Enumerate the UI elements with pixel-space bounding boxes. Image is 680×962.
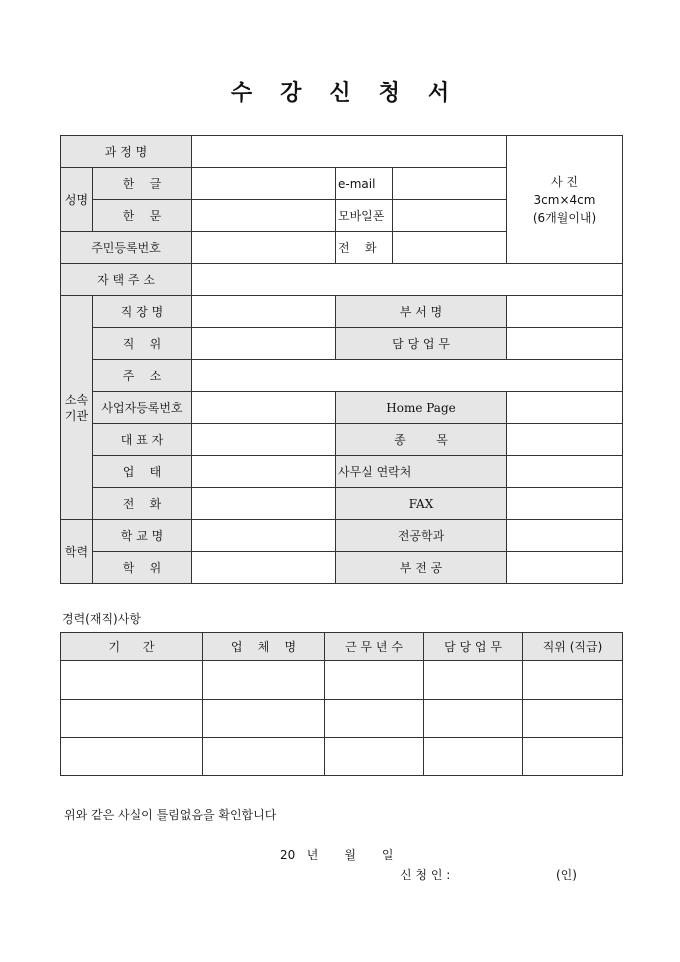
- item-field[interactable]: [507, 424, 623, 456]
- business-type-field[interactable]: [192, 456, 336, 488]
- career-cell[interactable]: [325, 661, 424, 700]
- name-korean-label: 한 글: [93, 168, 192, 200]
- course-name-label: 과 정 명: [61, 136, 192, 168]
- fax-label: FAX: [336, 488, 507, 520]
- affiliation-group-label: 소속 기관: [61, 296, 93, 520]
- career-cell[interactable]: [523, 700, 623, 738]
- duty-field[interactable]: [507, 328, 623, 360]
- department-label: 부 서 명: [336, 296, 507, 328]
- workplace-label: 직 장 명: [93, 296, 192, 328]
- resident-no-label: 주민등록번호: [61, 232, 192, 264]
- career-header-years: 근 무 년 수: [325, 633, 424, 661]
- application-table: [60, 135, 623, 584]
- seal-label: (인): [556, 868, 577, 882]
- career-cell[interactable]: [523, 661, 623, 700]
- education-group-label: 학력: [61, 520, 93, 584]
- career-cell[interactable]: [325, 700, 424, 738]
- email-label: e-mail: [336, 168, 393, 200]
- career-header-duty: 담 당 업 무: [424, 633, 523, 661]
- position-field[interactable]: [192, 328, 336, 360]
- career-cell[interactable]: [424, 700, 523, 738]
- photo-period: (6개월이내): [532, 210, 597, 225]
- career-header-rank: 직위 (직급): [523, 633, 623, 661]
- table-row: [61, 738, 623, 776]
- name-hanja-label: 한 문: [93, 200, 192, 232]
- table-row: [61, 661, 623, 700]
- minor-label: 부 전 공: [336, 552, 507, 584]
- business-reg-no-field[interactable]: [192, 392, 336, 424]
- fax-field[interactable]: [507, 488, 623, 520]
- homepage-field[interactable]: [507, 392, 623, 424]
- career-header-period: 기 간: [61, 633, 203, 661]
- date-day: 일: [381, 848, 394, 862]
- school-field[interactable]: [192, 520, 336, 552]
- phone-field[interactable]: [393, 232, 507, 264]
- career-cell[interactable]: [61, 661, 203, 700]
- major-field[interactable]: [507, 520, 623, 552]
- name-group-label: 성명: [61, 168, 93, 232]
- career-cell[interactable]: [523, 738, 623, 776]
- title-char: 수: [230, 80, 253, 106]
- photo-size: 3cm×4cm: [533, 192, 596, 207]
- course-name-field[interactable]: [192, 136, 507, 168]
- table-row: [61, 700, 623, 738]
- business-reg-no-label: 사업자등록번호: [93, 392, 192, 424]
- career-cell[interactable]: [203, 661, 325, 700]
- degree-field[interactable]: [192, 552, 336, 584]
- career-cell[interactable]: [61, 738, 203, 776]
- career-cell[interactable]: [61, 700, 203, 738]
- career-section-label: 경력(재직)사항: [62, 612, 141, 626]
- address-label: 주 소: [93, 360, 192, 392]
- minor-field[interactable]: [507, 552, 623, 584]
- homepage-label: Home Page: [336, 392, 507, 424]
- date-month: 월: [344, 848, 356, 862]
- confirmation-text: 위와 같은 사실이 틀림없음을 확인합니다: [64, 808, 277, 822]
- phone-label: 전 화: [336, 232, 393, 264]
- name-hanja-field[interactable]: [192, 200, 336, 232]
- office-phone-field[interactable]: [192, 488, 336, 520]
- business-type-label: 업 태: [93, 456, 192, 488]
- workplace-field[interactable]: [192, 296, 336, 328]
- career-cell[interactable]: [424, 661, 523, 700]
- ceo-label: 대 표 자: [93, 424, 192, 456]
- home-address-label: 자 택 주 소: [61, 264, 192, 296]
- photo-label: 사 진: [551, 174, 578, 189]
- title-char: 강: [280, 80, 302, 106]
- photo-box: [507, 136, 623, 264]
- mobile-label: 모바일폰: [336, 200, 393, 232]
- degree-label: 학 위: [93, 552, 192, 584]
- department-field[interactable]: [507, 296, 623, 328]
- date-line: [280, 846, 420, 863]
- form-title: [0, 76, 680, 107]
- item-label: 종 목: [336, 424, 507, 456]
- career-cell[interactable]: [424, 738, 523, 776]
- home-address-field[interactable]: [192, 264, 623, 296]
- career-cell[interactable]: [325, 738, 424, 776]
- title-char: 청: [378, 80, 400, 106]
- career-table: [60, 632, 623, 776]
- office-contact-field[interactable]: [507, 456, 623, 488]
- title-char: 서: [427, 80, 450, 106]
- career-cell[interactable]: [203, 700, 325, 738]
- career-header-company: 업 체 명: [203, 633, 325, 661]
- office-phone-label: 전 화: [93, 488, 192, 520]
- office-contact-label: 사무실 연락처: [336, 456, 507, 488]
- date-year: 20 년: [280, 848, 319, 862]
- major-label: 전공학과: [336, 520, 507, 552]
- email-field[interactable]: [393, 168, 507, 200]
- school-label: 학 교 명: [93, 520, 192, 552]
- name-korean-field[interactable]: [192, 168, 336, 200]
- ceo-field[interactable]: [192, 424, 336, 456]
- mobile-field[interactable]: [393, 200, 507, 232]
- title-char: 신: [329, 80, 351, 106]
- position-label: 직 위: [93, 328, 192, 360]
- address-field[interactable]: [192, 360, 623, 392]
- career-cell[interactable]: [203, 738, 325, 776]
- resident-no-field[interactable]: [192, 232, 336, 264]
- applicant-label: 신 청 인 :: [400, 868, 451, 882]
- duty-label: 담 당 업 무: [336, 328, 507, 360]
